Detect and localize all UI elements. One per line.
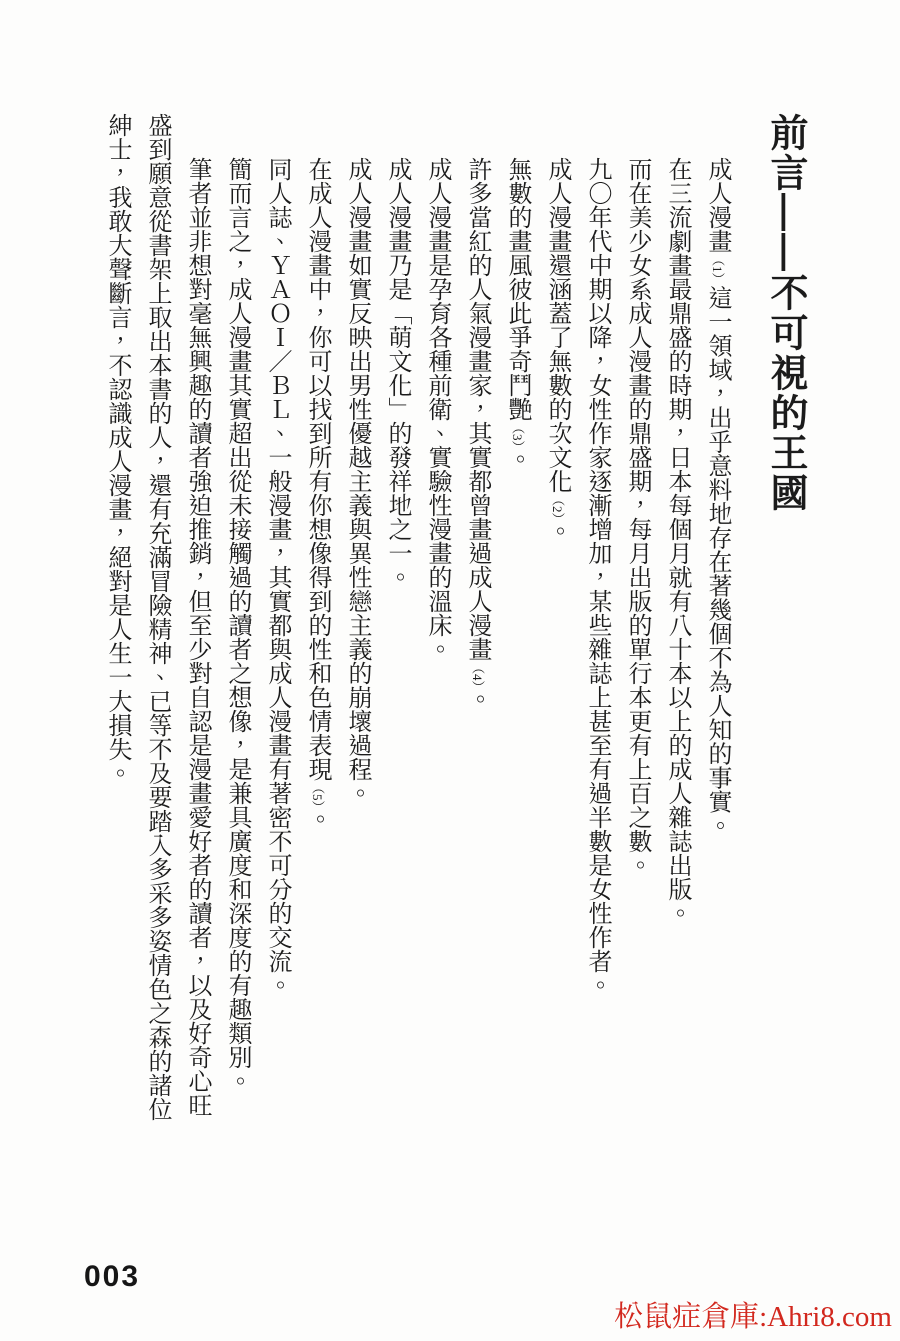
paragraph-text: 成人漫畫乃是「萌文化」的發祥地之一。 xyxy=(384,157,410,589)
paragraph-text: 成人漫畫如實反映出男性優越主義與異性戀主義的崩壞過程。 xyxy=(344,157,370,805)
paragraph-text: 。 xyxy=(304,807,330,831)
paragraph-text: 而在美少女系成人漫畫的鼎盛期，每月出版的單行本更有上百之數。 xyxy=(624,157,650,877)
paragraph-text: 筆者並非想對毫無興趣的讀者強迫推銷，但至少對自認是漫畫愛好者的讀者，以及好奇心旺盛到願意從書架上取出本書的人，還有充滿冒險精神、已等不及要踏入多采多姿情色之森的諸位紳士，我敢大聲斷言，不認識成人漫畫，絕對是人生一大損失。 xyxy=(104,113,210,1121)
paragraph xyxy=(337,113,377,1121)
paragraph-text: 。 xyxy=(504,447,530,471)
paragraph-text: 簡而言之，成人漫畫其實超出從未接觸過的讀者之想像，是兼具廣度和深度的有趣類別。 xyxy=(224,157,250,1093)
paragraph xyxy=(297,113,337,1121)
paragraph xyxy=(457,113,497,1121)
paragraph-text: 許多當紅的人氣漫畫家，其實都曾畫過成人漫畫 xyxy=(464,157,490,661)
footnote-marker: （1） xyxy=(710,253,725,286)
paragraph xyxy=(217,113,257,1121)
watermark: 松鼠症倉庫:Ahri8.com xyxy=(614,1301,892,1333)
paragraph xyxy=(697,113,737,1121)
paragraph-text: 在成人漫畫中，你可以找到所有你想像得到的性和色情表現 xyxy=(304,157,330,781)
footnote-marker: （4） xyxy=(470,661,485,687)
paragraph xyxy=(497,113,537,1121)
chapter-title: 前言——不可視的王國 xyxy=(764,113,806,513)
paragraph xyxy=(257,113,297,1121)
paragraph-text: 成人漫畫還涵蓋了無數的次文化 xyxy=(544,157,570,493)
footnote-marker: （5） xyxy=(310,781,325,807)
paragraph-text: 這一領域，出乎意料地存在著幾個不為人知的事實。 xyxy=(704,285,730,838)
paragraph-text: 同人誌、ＹＡＯＩ／ＢＬ、一般漫畫，其實都與成人漫畫有著密不可分的交流。 xyxy=(264,157,290,997)
paragraph xyxy=(417,113,457,1121)
paragraph xyxy=(617,113,657,1121)
paragraph xyxy=(537,113,577,1121)
paragraph-text: 。 xyxy=(464,687,490,711)
paragraph-text: 九〇年代中期以降，女性作家逐漸增加，某些雜誌上甚至有過半數是女性作者。 xyxy=(584,157,610,997)
footnote-marker: （3） xyxy=(510,421,525,447)
paragraph-text: 成人漫畫 xyxy=(704,157,730,253)
preface-text-block xyxy=(97,113,805,1121)
footnote-marker: （2） xyxy=(550,493,565,519)
paragraph xyxy=(577,113,617,1121)
paragraph xyxy=(657,113,697,1121)
paragraph-text: 在三流劇畫最鼎盛的時期，日本每個月就有八十本以上的成人雜誌出版。 xyxy=(664,157,690,925)
paragraph-text: 。 xyxy=(544,519,570,543)
paragraph xyxy=(97,113,217,1121)
paragraph xyxy=(377,113,417,1121)
paragraph-text: 無數的畫風彼此爭奇鬥艷 xyxy=(504,157,530,421)
paragraph-text: 成人漫畫是孕育各種前衛、實驗性漫畫的溫床。 xyxy=(424,157,450,661)
body-text xyxy=(97,113,737,1121)
page-number: 003 xyxy=(84,1260,141,1293)
